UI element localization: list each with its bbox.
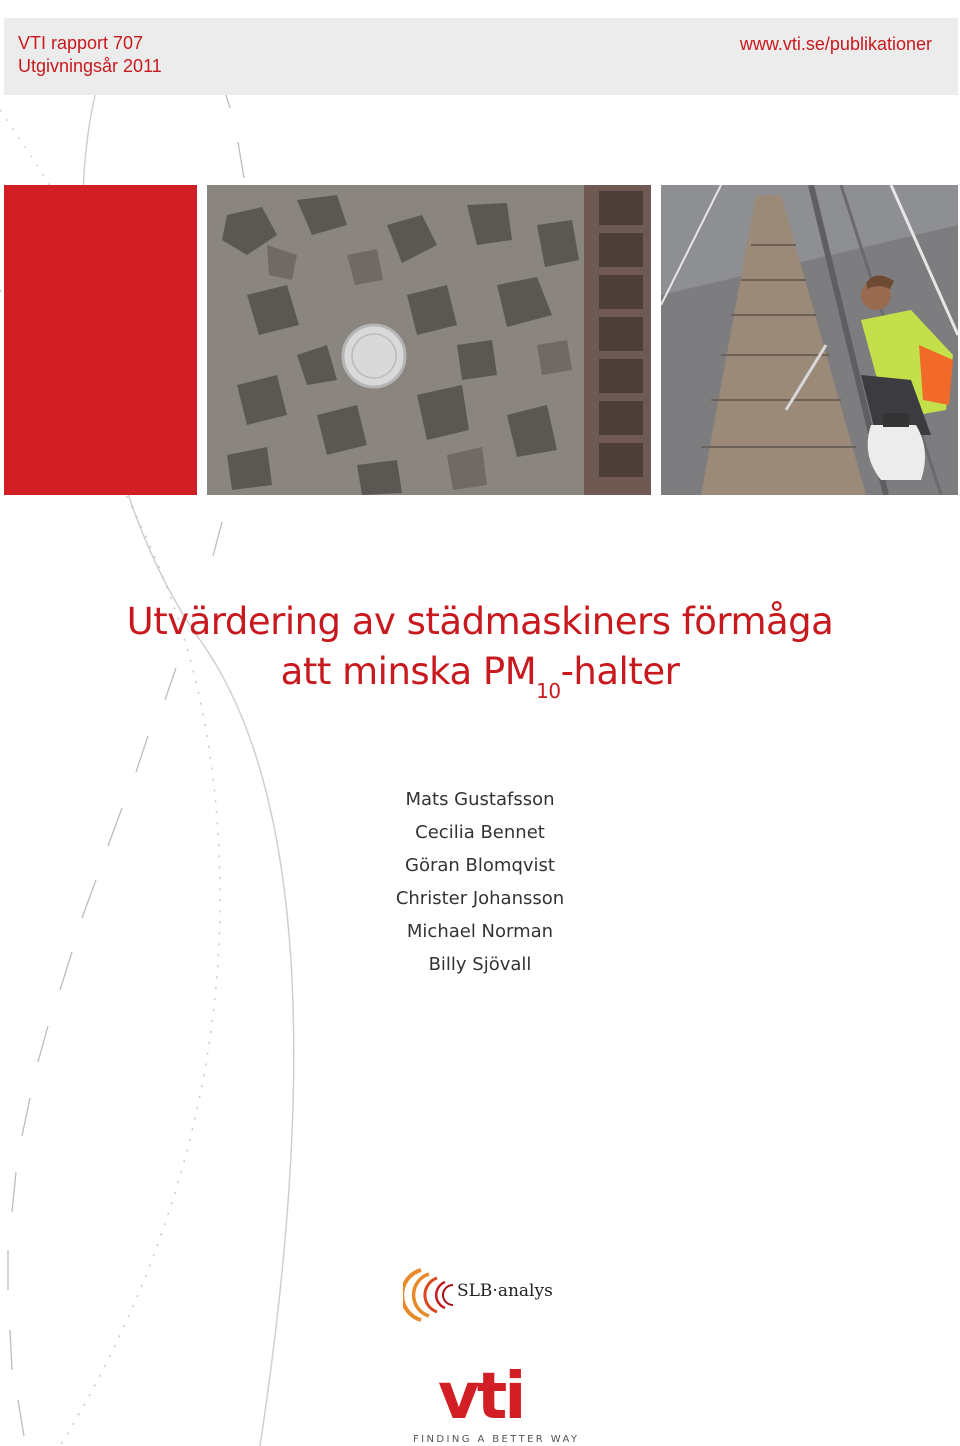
author-name: Michael Norman xyxy=(406,921,554,942)
author-name: Christer Johansson xyxy=(395,888,565,909)
vti-wordmark: vti xyxy=(438,1360,524,1428)
author-name: Mats Gustafsson xyxy=(405,789,555,810)
slb-analys-logo xyxy=(403,1262,573,1328)
title-line-2 xyxy=(0,647,960,716)
road-measurement-photo xyxy=(661,185,958,495)
report-year: Utgivningsår 2011 xyxy=(18,56,162,76)
asphalt-texture-photo xyxy=(207,185,651,495)
vti-logo xyxy=(436,1358,576,1428)
header-bar xyxy=(4,18,958,95)
report-series: VTI rapport 707 xyxy=(18,33,144,53)
author-name: Cecilia Bennet xyxy=(415,822,545,843)
title-line-2-suffix: -halter xyxy=(560,650,680,693)
author-name: Göran Blomqvist xyxy=(405,855,555,876)
vti-tagline: FINDING A BETTER WAY xyxy=(413,1434,580,1445)
author-list xyxy=(0,783,960,981)
red-accent-block xyxy=(4,185,197,495)
slb-analys-wordmark: SLB·analys xyxy=(457,1281,553,1301)
signal-arcs-icon xyxy=(403,1262,463,1328)
title-line-2-prefix: att minska PM xyxy=(280,650,537,693)
report-info xyxy=(18,32,162,78)
publications-url[interactable]: www.vti.se/publikationer xyxy=(739,34,932,54)
author-name: Billy Sjövall xyxy=(428,954,532,975)
report-title xyxy=(0,597,960,716)
title-line-1: Utvärdering av städmaskiners förmåga xyxy=(126,600,834,643)
title-subscript: 10 xyxy=(536,679,561,703)
